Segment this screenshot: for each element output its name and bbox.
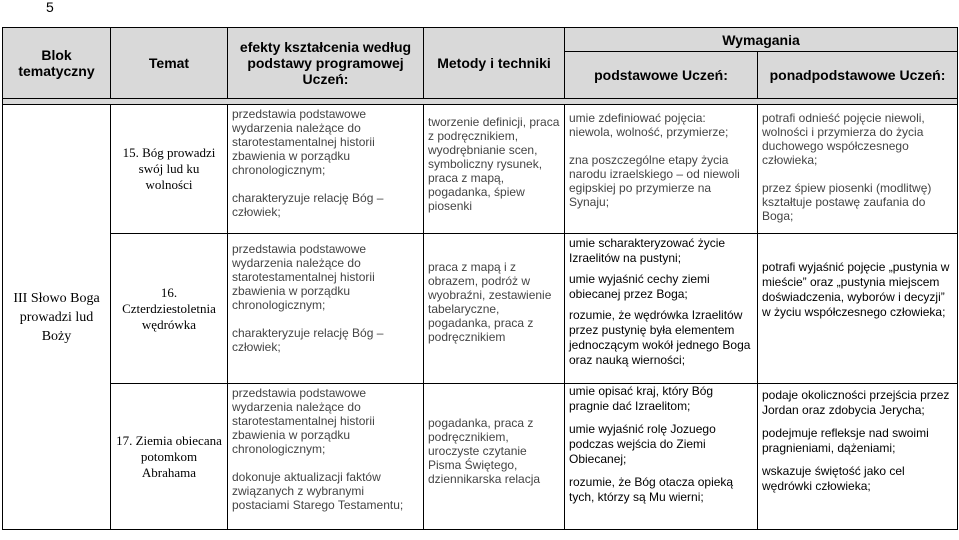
header-advanced: ponadpodstawowe Uczeń: bbox=[758, 52, 958, 99]
effects-15 bbox=[228, 105, 424, 234]
effects-15-item: przedstawia podstawowe wydarzenia należące do starotestamentalnej historii zbawienia w porządku chronologicznym; bbox=[232, 107, 375, 177]
effects-17-item: przedstawia podstawowe wydarzenia należące do starotestamentalnej historii zbawienia w porządku chronologicznym; bbox=[232, 386, 375, 456]
curriculum-table bbox=[2, 27, 958, 530]
basic-15-item: zna poszczególne etapy życia narodu izraelskiego – od niewoli egipskiej po przymierze na Synaju; bbox=[569, 153, 740, 209]
advanced-15 bbox=[758, 105, 958, 234]
methods-17: pogadanka, praca z podręcznikiem, uroczyste czytanie Pisma Świętego, dziennikarska relacja bbox=[424, 384, 565, 530]
advanced-15-item: przez śpiew piosenki (modlitwę) kształtuje postawę zaufania do Boga; bbox=[762, 181, 932, 223]
block-title: III Słowo Boga prowadzi lud Boży bbox=[3, 105, 111, 530]
header-block: Blok tematyczny bbox=[3, 28, 111, 99]
methods-15: tworzenie definicji, praca z podręcznikiem, wyodrębnianie scen, symboliczny rysunek, praca z mapą, pogadanka, śpiew piosenki bbox=[424, 105, 565, 234]
header-basic: podstawowe Uczeń: bbox=[565, 52, 758, 99]
topic-16: 16. Czterdziestoletnia wędrówka bbox=[111, 234, 228, 384]
basic-16-item: rozumie, że wędrówka Izraelitów przez pustynię była elementem jednoczącym wokół jednego Boga oraz nauką wierności; bbox=[569, 308, 751, 367]
effects-17-item: dokonuje aktualizacji faktów związanych z wybranymi postaciami Starego Testamentu; bbox=[232, 470, 404, 512]
effects-16 bbox=[228, 234, 424, 384]
effects-16-item: charakteryzuje relację Bóg – człowiek; bbox=[232, 326, 384, 354]
advanced-16 bbox=[758, 234, 958, 384]
advanced-17 bbox=[758, 384, 958, 530]
methods-16: praca z mapą i z obrazem, podróż w wyobraźni, zestawienie tabelaryczne, pogadanka, praca z podręcznikiem bbox=[424, 234, 565, 384]
header-effects: efekty kształcenia według podstawy programowej Uczeń: bbox=[228, 28, 424, 99]
header-requirements: Wymagania bbox=[565, 28, 958, 52]
basic-17-item: rozumie, że Bóg otacza opieką tych, którzy są Mu wierni; bbox=[569, 475, 734, 504]
basic-16-item: umie wyjaśnić cechy ziemi obiecanej przez Boga; bbox=[569, 272, 710, 301]
effects-17 bbox=[228, 384, 424, 530]
basic-16 bbox=[565, 234, 758, 384]
header-topic: Temat bbox=[111, 28, 228, 99]
basic-17-item: umie wyjaśnić rolę Jozuego podczas wejścia do Ziemi Obiecanej; bbox=[569, 422, 716, 466]
advanced-17-item: podejmuje refleksje nad swoimi pragnieniami, dążeniami; bbox=[762, 426, 929, 455]
topic-17: 17. Ziemia obiecana potomkom Abrahama bbox=[111, 384, 228, 530]
advanced-15-item: potrafi odnieść pojęcie niewoli, wolności i przymierza do życia duchowego współczesnego człowieka; bbox=[762, 111, 925, 167]
advanced-16-item: potrafi wyjaśnić pojęcie „pustynia w mieście” oraz „pustynia miejscem doświadczenia, wyborów i decyzji” w życiu współczesnego człowieka; bbox=[762, 260, 950, 319]
advanced-17-item: wskazuje świętość jako cel wędrówki człowieka; bbox=[762, 464, 905, 493]
basic-17 bbox=[565, 384, 758, 530]
effects-16-item: przedstawia podstawowe wydarzenia należące do starotestamentalnej historii zbawienia w porządku chronologicznym; bbox=[232, 242, 375, 312]
advanced-17-item: podaje okoliczności przejścia przez Jordan oraz zdobycia Jerycha; bbox=[762, 388, 950, 417]
basic-17-item: umie opisać kraj, który Bóg pragnie dać Izraelitom; bbox=[569, 384, 714, 413]
header-methods: Metody i techniki bbox=[424, 28, 565, 99]
basic-15 bbox=[565, 105, 758, 234]
basic-15-item: umie zdefiniować pojęcia: niewola, wolność, przymierze; bbox=[569, 111, 729, 139]
page-number: 5 bbox=[46, 0, 54, 15]
topic-15: 15. Bóg prowadzi swój lud ku wolności bbox=[111, 105, 228, 234]
effects-15-item: charakteryzuje relację Bóg – człowiek; bbox=[232, 191, 384, 219]
basic-16-item: umie scharakteryzować życie Izraelitów na pustyni; bbox=[569, 236, 726, 265]
